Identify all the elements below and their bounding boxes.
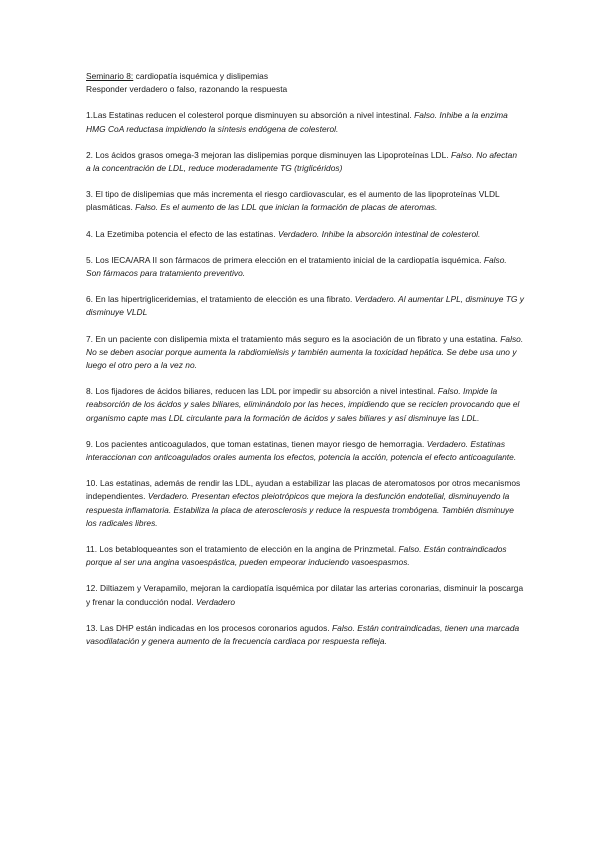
question-answer: Falso. Impide la reabsorción de los ácidos y sales biliares, eliminándolo por las heces, impidiendo que se reciclen provocando que el organismo capte mas LDL circulante para la formación de ácidos y sales biliares y así disminuye las LDL. (86, 386, 520, 423)
document-title (86, 70, 524, 83)
question-statement: 4. La Ezetimiba potencia el efecto de las estatinas. (86, 228, 276, 239)
question-answer: Falso. Inhibe a la enzima HMG CoA reductasa impidiendo la síntesis endógena de colesterol. (86, 110, 508, 134)
question-statement: 10. Las estatinas, además de rendir las LDL, ayudan a estabilizar las placas de ateromatosos por otros mecanismos independientes. (86, 478, 521, 502)
question-answer: Falso. Es el aumento de las LDL que inician la formación de placas de ateromas. (135, 202, 438, 213)
question-statement: 8. Los fijadores de ácidos biliares, reducen las LDL por impedir su absorción a nivel intestinal. (86, 386, 436, 397)
question-item (86, 543, 524, 569)
question-answer: Falso. Son fármacos para tratamiento preventivo. (86, 254, 507, 279)
question-item (86, 109, 524, 135)
question-item (86, 149, 524, 175)
question-statement: 7. En un paciente con dislipemia mixta el tratamiento más seguro es la asociación de un fibrato y una estatina. (86, 333, 498, 344)
question-answer: Falso. Están contraindicadas, tienen una marcada vasodilatación y genera aumento de la frecuencia cardiaca por respuesta refleja. (86, 622, 520, 647)
question-item (86, 293, 524, 319)
question-answer: Falso. No se deben asociar porque aumenta la rabdiomielisis y también aumenta la toxicidad hepática. Se debe usa uno y luego el otro pero a la vez no. (86, 333, 524, 371)
document-page (86, 70, 524, 661)
instructions: Responder verdadero o falso, razonando la respuesta (86, 84, 288, 95)
question-statement: 12. Diltiazem y Verapamilo, mejoran la cardiopatía isquémica por dilatar las arterias coronarias, disminuir la poscarga y frenar la conducción nodal. (86, 583, 524, 607)
question-answer: Verdadero. Al aumentar LPL, disminuye TG y disminuye VLDL (86, 294, 524, 318)
question-statement: 1.Las Estatinas reducen el colesterol porque disminuyen su absorción a nivel intestinal. (86, 110, 412, 121)
question-statement: 11. Los betabloqueantes son el tratamiento de elección en la angina de Prinzmetal. (86, 544, 397, 555)
question-answer: Falso. Están contraindicados porque al ser una angina vasoespástica, pueden empeorar induciendo vasoespasmos. (86, 544, 507, 568)
question-statement: 2. Los ácidos grasos omega-3 mejoran las dislipemias porque disminuyen las Lipoproteínas LDL. (86, 149, 449, 160)
question-item (86, 385, 524, 425)
question-item (86, 333, 524, 373)
question-item (86, 188, 524, 214)
question-item (86, 228, 524, 241)
question-item (86, 438, 524, 464)
question-statement: 3. El tipo de dislipemias que más incrementa el riesgo cardiovascular, es el aumento de las lipoproteínas VLDL plasmáticas. (86, 189, 500, 213)
question-item (86, 622, 524, 648)
question-answer: Falso. No afectan a la concentración de LDL, reduce moderadamente TG (triglicéridos) (86, 149, 517, 174)
seminar-topic: cardiopatía isquémica y dislipemias (135, 71, 269, 81)
question-answer: Verdadero. Estatinas interaccionan con anticoagulados orales aumenta los efectos, potencia la acción, potencia el efecto anticoagulante. (86, 438, 517, 463)
question-statement: 6. En las hipertrigliceridemias, el tratamiento de elección es una fibrato. (86, 294, 353, 305)
question-statement: 5. Los IECA/ARA II son fármacos de primera elección en el tratamiento inicial de la cardiopatía isquémica. (86, 254, 482, 265)
question-answer: Verdadero. Presentan efectos pleiotrópicos que mejora la desfunción endotelial, disminuyendo la respuesta inflamatoria. Estabiliza la placa de aterosclerosis y reduce la respuesta trombógena. También disminuye los radicales libres. (86, 491, 514, 528)
question-statement: 9. Los pacientes anticoagulados, que toman estatinas, tienen mayor riesgo de hemorragia. (86, 438, 425, 449)
question-item (86, 582, 524, 608)
seminar-label: Seminario 8: (86, 71, 134, 81)
question-answer: Verdadero. Inhibe la absorción intestinal de colesterol. (277, 228, 481, 239)
question-item (86, 477, 524, 530)
question-item (86, 254, 524, 280)
question-answer: Verdadero (196, 596, 236, 607)
question-statement: 13. Las DHP están indicadas en los procesos coronarios agudos. (86, 622, 330, 633)
